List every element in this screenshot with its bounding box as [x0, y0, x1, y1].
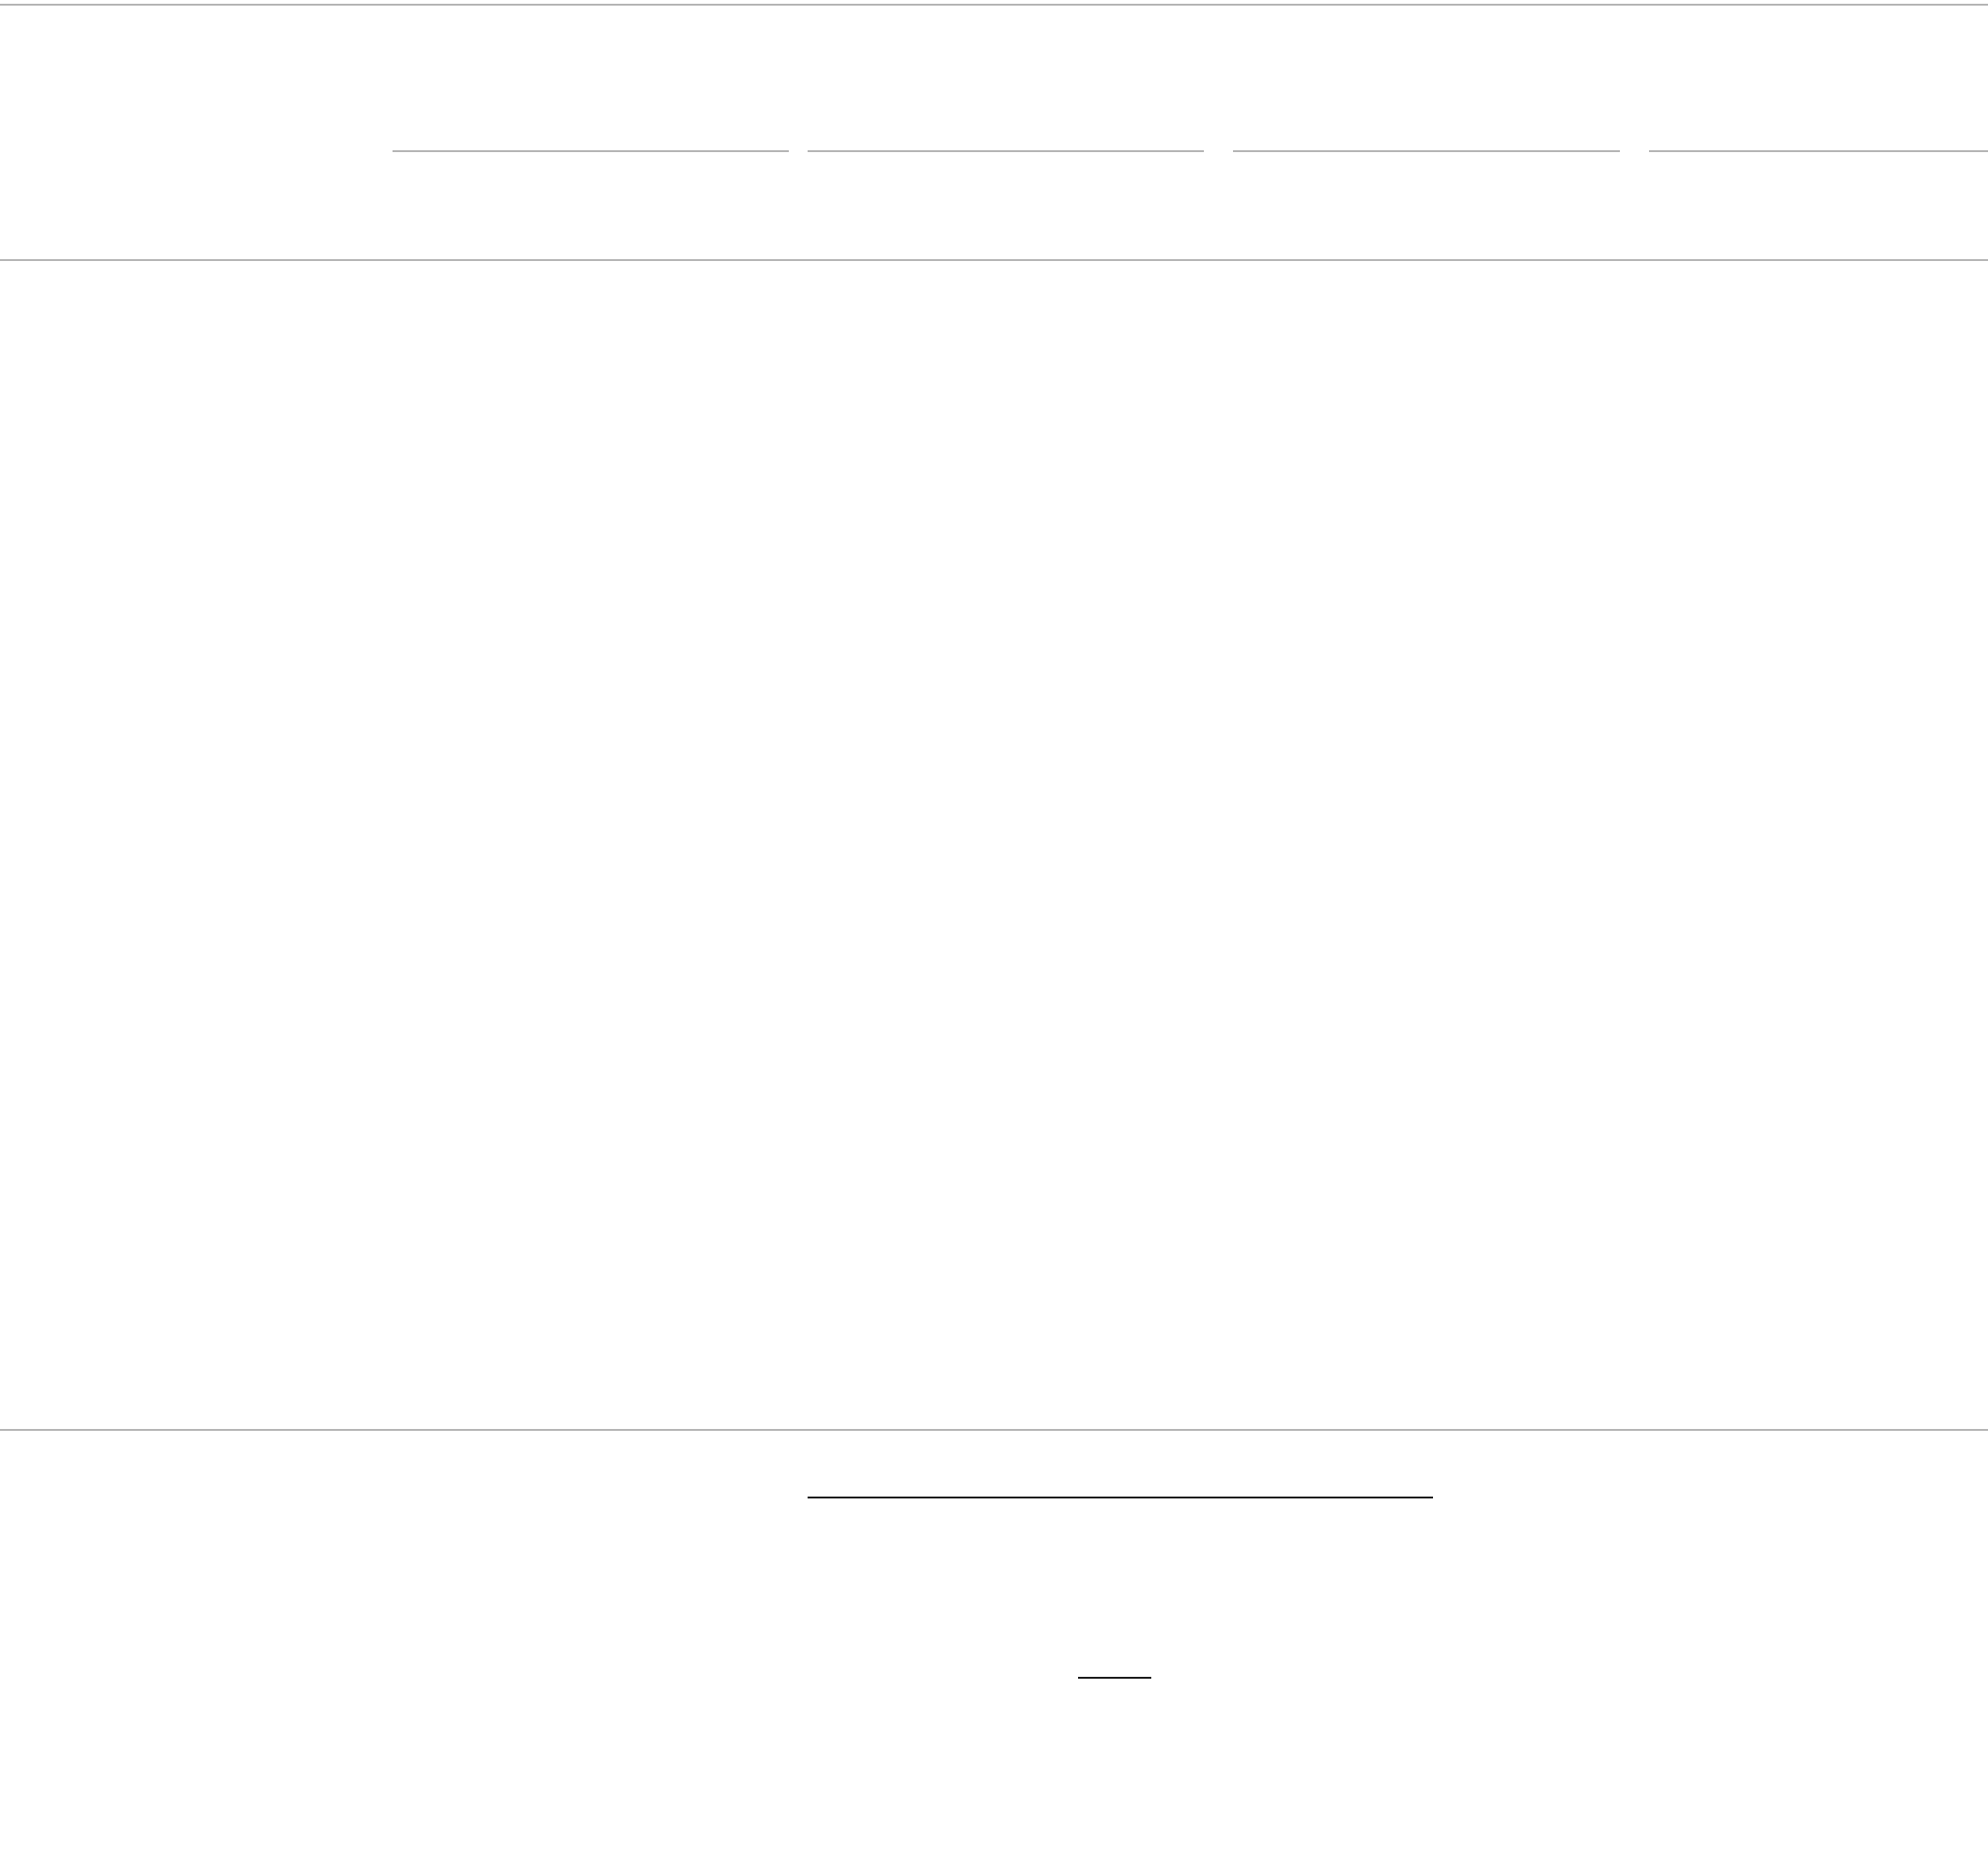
group-rule-3 [1233, 150, 1620, 152]
formula1-denominator [808, 1498, 1433, 1502]
group-rule-4 [1649, 150, 1988, 152]
formula-blast-reduction [0, 1677, 1988, 1761]
formula2-fraction [1078, 1673, 1151, 1682]
formula2-denominator [1078, 1679, 1151, 1682]
group-rule-2 [808, 150, 1204, 152]
top-rule [0, 4, 1988, 6]
formula1-fraction [808, 1493, 1433, 1502]
formula-disease-severity [0, 1493, 1988, 1577]
group-rule-1 [393, 150, 789, 152]
table-bottom-rule [0, 1429, 1988, 1431]
header-bottom-rule [0, 259, 1988, 261]
